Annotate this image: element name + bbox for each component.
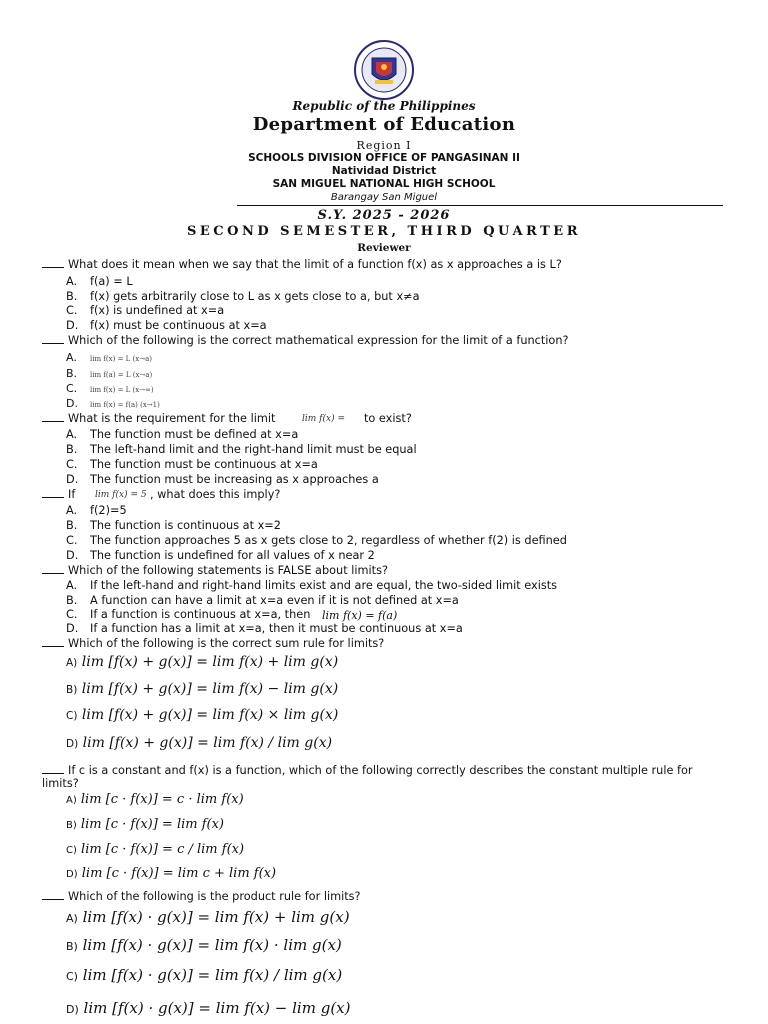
option: C. lim f(x) = L (x→∞) — [66, 382, 154, 395]
question-1: What does it mean when we say that the limit of a function f(x) as x approaches a is L? — [42, 258, 562, 272]
question-7-continued: limits? — [42, 777, 79, 790]
answer-blank[interactable] — [42, 488, 64, 498]
question-4: If — [42, 488, 75, 502]
school-label: SAN MIGUEL NATIONAL HIGH SCHOOL — [272, 178, 496, 190]
division-label: SCHOOLS DIVISION OFFICE OF PANGASINAN II — [248, 152, 520, 164]
header-divider — [237, 205, 723, 206]
option: A) lim [c · f(x)] = c · lim f(x) — [66, 792, 244, 807]
semester-heading: SECOND SEMESTER, THIRD QUARTER — [186, 224, 582, 239]
option: B) lim [f(x) + g(x)] = lim f(x) − lim g(x) — [66, 681, 339, 697]
option: B. lim f(a) = L (x→a) — [66, 367, 153, 380]
question-5: Which of the following statements is FALSE about limits? — [42, 564, 388, 578]
question-2: Which of the following is the correct mathematical expression for the limit of a function? — [42, 334, 569, 348]
option: A) lim [f(x) + g(x)] = lim f(x) + lim g(x) — [66, 654, 339, 670]
option: D. f(x) must be continuous at x=a — [66, 319, 267, 332]
district-label: Natividad District — [331, 165, 437, 177]
option: A. The function must be defined at x=a — [66, 428, 299, 441]
option: D. The function is undefined for all values of x near 2 — [66, 549, 375, 562]
deped-seal-icon — [346, 40, 422, 100]
option: C. f(x) is undefined at x=a — [66, 304, 225, 317]
option: C. If a function is continuous at x=a, then — [66, 608, 311, 621]
answer-blank[interactable] — [42, 637, 64, 647]
question-8: Which of the following is the product rule for limits? — [42, 890, 361, 904]
option: B. A function can have a limit at x=a even if it is not defined at x=a — [66, 594, 459, 607]
option: D. If a function has a limit at x=a, then it must be continuous at x=a — [66, 622, 463, 635]
option: D. The function must be increasing as x approaches a — [66, 473, 379, 486]
question-3: What is the requirement for the limit — [42, 412, 275, 426]
school-year: S.Y. 2025 - 2026 — [317, 208, 451, 223]
option: D) lim [f(x) · g(x)] = lim f(x) − lim g(x) — [66, 999, 351, 1017]
answer-blank[interactable] — [42, 764, 64, 774]
option: D) lim [c · f(x)] = lim c + lim f(x) — [66, 866, 277, 881]
answer-blank[interactable] — [42, 890, 64, 900]
republic-heading: Republic of the Philippines — [292, 99, 476, 113]
answer-blank[interactable] — [42, 412, 64, 422]
reviewer-subtitle: Reviewer — [357, 242, 411, 254]
question-4-suffix: , what does this imply? — [150, 488, 281, 501]
department-heading: Department of Education — [252, 114, 516, 135]
question-6: Which of the following is the correct sum rule for limits? — [42, 637, 384, 651]
question-3-suffix: to exist? — [364, 412, 412, 425]
answer-blank[interactable] — [42, 258, 64, 268]
option: B) lim [f(x) · g(x)] = lim f(x) · lim g(x) — [66, 936, 342, 954]
option: C. The function must be continuous at x=a — [66, 458, 318, 471]
option: A. lim f(x) = L (x→a) — [66, 351, 152, 364]
option: B. The left-hand limit and the right-hand limit must be equal — [66, 443, 417, 456]
option: D. lim f(x) = f(a) (x→1) — [66, 397, 160, 410]
option: A. f(2)=5 — [66, 504, 127, 517]
inline-math: lim f(x) = 5 — [95, 490, 147, 500]
answer-blank[interactable] — [42, 564, 64, 574]
option: D) lim [f(x) + g(x)] = lim f(x) / lim g(x) — [66, 735, 333, 751]
option: C) lim [f(x) + g(x)] = lim f(x) × lim g(x) — [66, 707, 339, 723]
inline-math: lim f(x) = f(a) — [322, 609, 398, 622]
option: B) lim [c · f(x)] = lim f(x) — [66, 817, 225, 832]
barangay-label: Barangay San Miguel — [330, 192, 438, 203]
option: B. f(x) gets arbitrarily close to L as x gets close to a, but x≠a — [66, 290, 420, 303]
option: C) lim [c · f(x)] = c / lim f(x) — [66, 842, 245, 857]
option: A. If the left-hand and right-hand limits exist and are equal, the two-sided limit exists — [66, 579, 558, 592]
inline-math: lim f(x) = — [302, 414, 345, 424]
option: A. f(a) = L — [66, 275, 133, 288]
option: C) lim [f(x) · g(x)] = lim f(x) / lim g(x) — [66, 966, 343, 984]
option: C. The function approaches 5 as x gets close to 2, regardless of whether f(2) is defined — [66, 534, 567, 547]
option: B. The function is continuous at x=2 — [66, 519, 281, 532]
answer-blank[interactable] — [42, 334, 64, 344]
question-7: If c is a constant and f(x) is a function, which of the following correctly describes the constant multiple rule for — [42, 764, 693, 778]
option: A) lim [f(x) · g(x)] = lim f(x) + lim g(x) — [66, 908, 350, 926]
region-label: Region I — [356, 139, 412, 152]
